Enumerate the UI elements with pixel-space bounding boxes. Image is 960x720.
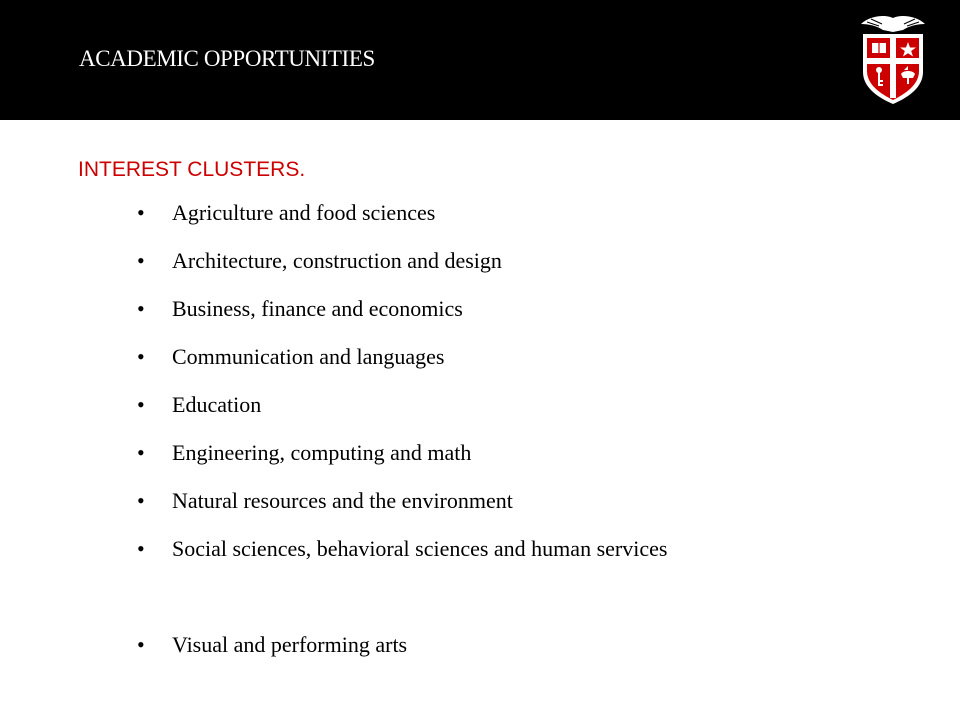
list-item <box>137 333 697 381</box>
bullet-icon: • <box>137 248 145 273</box>
list-item-text: Social sciences, behavioral sciences and human services <box>172 536 668 561</box>
bullet-icon: • <box>137 344 145 369</box>
list-item-text: Architecture, construction and design <box>172 248 502 273</box>
list-item <box>137 429 697 477</box>
bullet-icon: • <box>137 488 145 513</box>
list-item <box>137 189 697 237</box>
list-item <box>137 381 697 429</box>
list-item-text: Engineering, computing and math <box>172 440 472 465</box>
section-title: INTEREST CLUSTERS. <box>78 158 306 181</box>
bullet-icon: • <box>137 440 145 465</box>
bullet-icon: • <box>137 632 145 657</box>
header-bar <box>0 0 960 120</box>
bullet-icon: • <box>137 200 145 225</box>
list-item-text: Communication and languages <box>172 344 445 369</box>
list-item <box>137 285 697 333</box>
list-item <box>137 621 697 669</box>
bullet-icon: • <box>137 296 145 321</box>
university-shield-logo-icon <box>855 14 931 106</box>
list-item <box>137 237 697 285</box>
list-item <box>137 477 697 525</box>
header-title: ACADEMIC OPPORTUNITIES <box>79 46 375 71</box>
bullet-icon: • <box>137 536 145 561</box>
bullet-icon: • <box>137 392 145 417</box>
list-item-text: Agriculture and food sciences <box>172 200 436 225</box>
list-item-text: Visual and performing arts <box>172 632 408 657</box>
list-item-text: Natural resources and the environment <box>172 488 513 513</box>
list-item-text: Business, finance and economics <box>172 296 463 321</box>
list-item <box>137 525 697 573</box>
list-item-text: Education <box>172 392 262 417</box>
